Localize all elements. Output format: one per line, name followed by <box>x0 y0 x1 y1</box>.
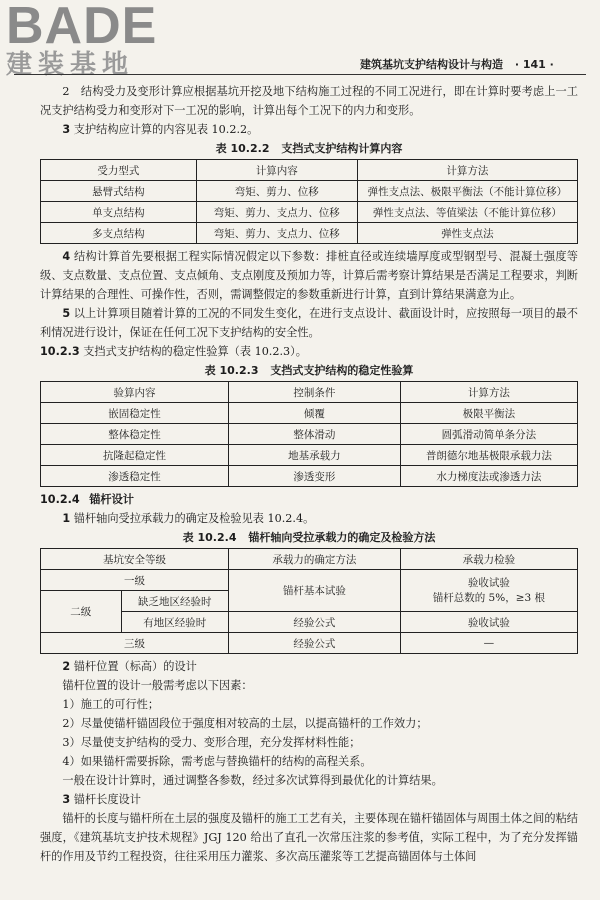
header-rule <box>14 74 586 75</box>
paragraph-text: 以上计算项目随着计算的工况的不同发生变化，在进行支点设计、截面设计时，应按照每一项目的最不利情况进行设计，保证在任何工况下支护结构的安全性。 <box>40 307 578 339</box>
table-row <box>41 466 578 487</box>
table-header-row <box>41 382 578 403</box>
table-cell: 缺乏地区经验时 <box>121 591 228 612</box>
header-cell: 计算方法 <box>400 382 577 403</box>
paragraph-text: 结构计算首先要根据工程实际情况假定以下参数：排桩直径或连续墙厚度或型钢型号、混凝土强度等级、支点数量、支点位置、支点倾角、支点刚度及预加力等，计算后需考察计算结果是否满足工程要求，判断计算结果的合理性、可操作性，否则，需调整假定的参数重新进行计算，直到计算结果满意为止。 <box>40 250 578 301</box>
table-cell: 弹性支点法、等值梁法（不能计算位移） <box>357 202 577 223</box>
paragraph-text: 支护结构应计算的内容见表 10.2.2。 <box>73 123 259 136</box>
table-cell: 抗隆起稳定性 <box>41 445 229 466</box>
table-cell: 验收试验 <box>400 612 577 633</box>
paragraph-factors-intro: 锚杆位置的设计一般需考虑以下因素： <box>62 679 253 692</box>
page-number: · 141 · <box>514 58 554 71</box>
table-row <box>41 424 578 445</box>
caption-number: 表 10.2.4 <box>182 531 237 544</box>
table-row <box>41 612 578 633</box>
table-10-2-2 <box>40 159 578 244</box>
table-cell: 圆弧滑动简单条分法 <box>400 424 577 445</box>
table-cell: 二级 <box>41 591 122 633</box>
caption-number: 表 10.2.2 <box>215 142 270 155</box>
check-detail: 锚杆总数的 5%，≥3 根 <box>432 591 546 604</box>
table-cell: 嵌固稳定性 <box>41 403 229 424</box>
table-cell: 弹性支点法、极限平衡法（不能计算位移） <box>357 181 577 202</box>
table-cell: 多支点结构 <box>41 223 197 244</box>
table-cell: 渗透变形 <box>228 466 400 487</box>
section-title: 锚杆设计 <box>89 493 134 506</box>
paragraph-anchor-3 <box>40 790 578 809</box>
table-row <box>41 633 578 654</box>
header-title: 建筑基坑支护结构设计与构造 <box>360 58 503 71</box>
paragraph-4 <box>40 247 578 304</box>
header-cell: 控制条件 <box>228 382 400 403</box>
logo-chinese: 建装基地 <box>6 50 135 80</box>
table-cell: 经验公式 <box>228 612 400 633</box>
table-cell <box>400 570 577 612</box>
header-cell: 验算内容 <box>41 382 229 403</box>
paragraph-5 <box>40 304 578 342</box>
table-10-2-4 <box>40 548 578 654</box>
table-cell: 弹性支点法 <box>357 223 577 244</box>
table-cell: 一级 <box>41 570 229 591</box>
header-cell: 承载力的确定方法 <box>228 549 400 570</box>
item-number: 1 <box>62 512 71 525</box>
header-cell: 基坑安全等级 <box>41 549 229 570</box>
table-cell: 水力梯度法或渗透力法 <box>400 466 577 487</box>
list-item: 4）如果锚杆需要拆除，需考虑与替换锚杆的结构的高程关系。 <box>62 755 372 768</box>
table-cell: 极限平衡法 <box>400 403 577 424</box>
caption-text: 锚杆轴向受拉承载力的确定及检验方法 <box>248 531 436 544</box>
running-header <box>360 56 554 72</box>
table-row <box>41 403 578 424</box>
table-row <box>41 445 578 466</box>
paragraph-text: 锚杆位置（标高）的设计 <box>73 660 197 673</box>
table-cell: 有地区经验时 <box>121 612 228 633</box>
paragraph-text: 锚杆长度设计 <box>73 793 141 806</box>
paragraph-text: 锚杆轴向受拉承载力的确定及检验见表 10.2.4。 <box>73 512 315 525</box>
caption-text: 支挡式支护结构计算内容 <box>281 142 403 155</box>
paragraph-anchor-1 <box>40 509 578 528</box>
table-cell: 弯矩、剪力、位移 <box>196 181 357 202</box>
table-cell: 三级 <box>41 633 229 654</box>
table-row <box>41 570 578 591</box>
table-10-2-2-caption <box>40 141 578 157</box>
item-number: 5 <box>62 307 71 320</box>
header-cell: 承载力检验 <box>400 549 577 570</box>
section-number: 10.2.3 <box>40 345 80 358</box>
table-cell: 弯矩、剪力、支点力、位移 <box>196 202 357 223</box>
item-number: 3 <box>62 123 71 136</box>
table-cell: 倾覆 <box>228 403 400 424</box>
section-number: 10.2.4 <box>40 493 80 506</box>
table-cell: 锚杆基本试验 <box>228 570 400 612</box>
table-cell: 整体滑动 <box>228 424 400 445</box>
header-cell: 受力型式 <box>41 160 197 181</box>
table-cell: 普朗德尔地基极限承载力法 <box>400 445 577 466</box>
header-cell: 计算内容 <box>196 160 357 181</box>
list-item: 1）施工的可行性； <box>62 698 160 711</box>
section-10-2-4 <box>40 490 578 509</box>
table-header-row <box>41 549 578 570</box>
item-number: 3 <box>62 793 71 806</box>
table-10-2-4-caption <box>40 530 578 546</box>
table-cell: 悬臂式结构 <box>41 181 197 202</box>
section-text: 支挡式支护结构的稳定性验算（表 10.2.3）。 <box>83 345 307 358</box>
table-header-row <box>41 160 578 181</box>
list-item: 2）尽量使锚杆锚固段位于强度相对较高的土层，以提高锚杆的工作效力； <box>62 717 428 730</box>
logo <box>6 2 186 80</box>
caption-text: 支挡式支护结构的稳定性验算 <box>270 364 414 377</box>
table-cell: 弯矩、剪力、支点力、位移 <box>196 223 357 244</box>
logo-wordmark: BADE <box>6 0 158 55</box>
table-10-2-3 <box>40 381 578 487</box>
paragraph-anchor-length: 锚杆的长度与锚杆所在土层的强度及锚杆的施工工艺有关，主要体现在锚杆锚固体与周围土体之间的粘结强度，《建筑基坑支护技术规程》JGJ 120 给出了直孔一次常压注浆的参考值，实际工程中，为了充分发挥锚杆的作用及节约工程投资，往往采用压力灌浆、多次高压灌浆等工艺提高锚固体与土体间 <box>40 812 578 863</box>
table-10-2-3-caption <box>40 363 578 379</box>
list-item: 3）尽量使支护结构的受力、变形合理，充分发挥材料性能； <box>62 736 361 749</box>
table-cell: 经验公式 <box>228 633 400 654</box>
table-cell: 地基承载力 <box>228 445 400 466</box>
table-row <box>41 223 578 244</box>
paragraph-anchor-2 <box>40 657 578 676</box>
table-cell: — <box>400 633 577 654</box>
table-cell: 整体稳定性 <box>41 424 229 445</box>
table-row <box>41 202 578 223</box>
paragraph-3 <box>40 120 578 139</box>
check-accept: 验收试验 <box>467 576 510 589</box>
page-body <box>40 82 578 866</box>
table-row <box>41 181 578 202</box>
section-10-2-3 <box>40 342 578 361</box>
paragraph-2: 2 结构受力及变形计算应根据基坑开挖及地下结构施工过程的不同工况进行，即在计算时要考虑上一工况支护结构受力和变形对下一工况的影响，计算出每个工况下的内力和变形。 <box>40 85 578 117</box>
table-cell: 单支点结构 <box>41 202 197 223</box>
item-number: 2 <box>62 660 71 673</box>
paragraph-optimize: 一般在设计计算时，通过调整各参数，经过多次试算得到最优化的计算结果。 <box>62 774 443 787</box>
table-cell: 渗透稳定性 <box>41 466 229 487</box>
header-cell: 计算方法 <box>357 160 577 181</box>
item-number: 4 <box>62 250 71 263</box>
caption-number: 表 10.2.3 <box>204 364 259 377</box>
